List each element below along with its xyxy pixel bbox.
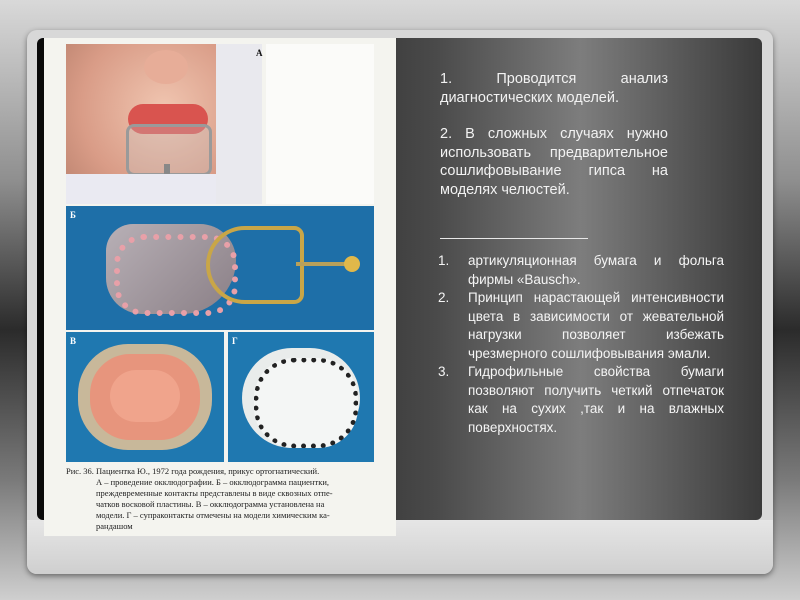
numbered-list <box>438 252 724 437</box>
panel-label-b: Б <box>70 210 76 220</box>
panel-label-a: А <box>256 48 263 58</box>
photo-occlusiography <box>66 44 262 204</box>
panel-label-d: Г <box>232 336 238 346</box>
divider-line <box>440 238 588 239</box>
list-item: 1. артикуляционная бумага и фольга фирмы «Bausch». <box>438 253 724 287</box>
panel-label-c: В <box>70 336 77 346</box>
photo-supracontacts-model <box>228 332 374 462</box>
paragraph-1: 1. Проводится анализ диагностических моделей. <box>440 71 668 106</box>
nose-shape <box>144 50 188 84</box>
blank-area <box>266 44 374 204</box>
main-text <box>440 70 668 217</box>
book-page-image <box>44 38 396 536</box>
list-item: 3. Гидрофильные свойства бумаги позволяют получить четкий отпечаток как на сухих ,так и на влажных поверхностях. <box>438 364 724 435</box>
photo-occlusiogram-on-model <box>66 332 224 462</box>
paragraph-2: 2. В сложных случаях нужно использовать предварительное сошлифовывание гипса на моделях челюстей. <box>440 126 668 198</box>
figure-caption: Рис. 36. Пациентка Ю., 1972 года рождения, прикус ортогнатический. А – проведение окклюдографии. Б – окклюдограмма пациентки, преждевременные контакты представлены в виде сквозных отпе- чатков восковой пластины. В – окклюдограмма установлена на модели. Г – супраконтакты отмечены на модели химическим ка- рандашом <box>66 466 333 531</box>
list-item: 2. Принцип нарастающей интенсивности цвета в зависимости от жевательной нагрузки позволяет избежать чрезмерного сошлифовывания эмали. <box>438 290 724 361</box>
photo-occlusiogram <box>66 206 374 330</box>
